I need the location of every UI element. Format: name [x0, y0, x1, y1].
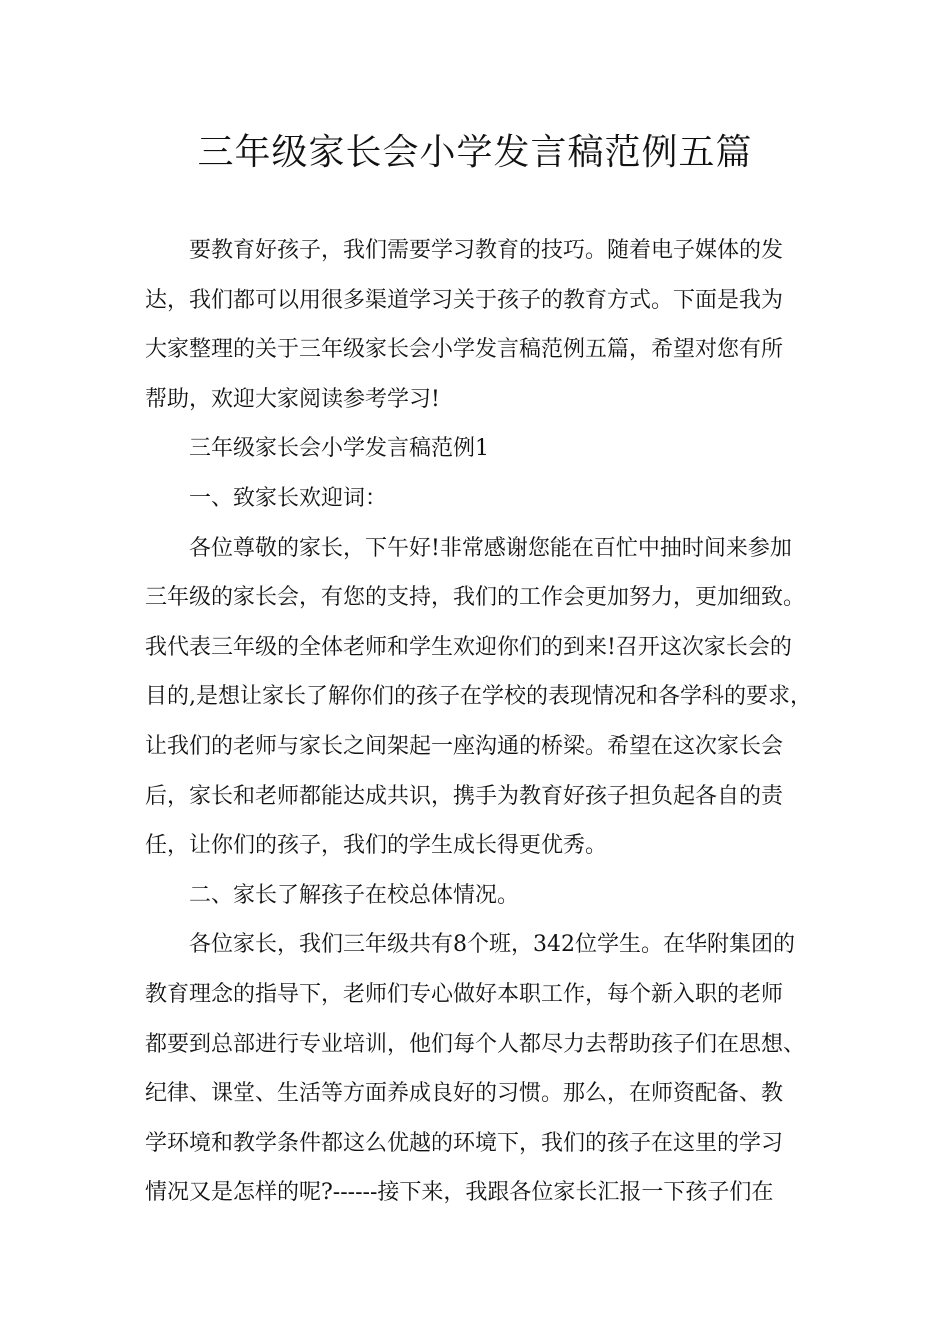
body-line: 二、家长了解孩子在校总体情况。	[189, 882, 520, 908]
body-line: 都要到总部进行专业培训，他们每个人都尽力去帮助孩子们在思想、	[145, 1031, 806, 1057]
body-line: 三年级的家长会，有您的支持，我们的工作会更加努力，更加细致。	[145, 585, 806, 611]
body-line: 我代表三年级的全体老师和学生欢迎你们的到来!召开这次家长会的	[145, 634, 792, 660]
body-line: 大家整理的关于三年级家长会小学发言稿范例五篇，希望对您有所	[145, 337, 784, 363]
body-line: 达，我们都可以用很多渠道学习关于孩子的教育方式。下面是我为	[145, 287, 784, 313]
body-line: 帮助，欢迎大家阅读参考学习!	[145, 386, 440, 412]
body-line: 三年级家长会小学发言稿范例1	[189, 436, 489, 462]
body-line: 后，家长和老师都能达成共识，携手为教育好孩子担负起各自的责	[145, 783, 784, 809]
body-line: 各位家长，我们三年级共有8个班，342位学生。在华附集团的	[189, 932, 795, 958]
body-line: 让我们的老师与家长之间架起一座沟通的桥梁。希望在这次家长会	[145, 733, 784, 759]
body-line: 一、致家长欢迎词：	[189, 485, 388, 511]
body-line: 要教育好孩子，我们需要学习教育的技巧。随着电子媒体的发	[189, 238, 784, 263]
body-line: 教育理念的指导下，老师们专心做好本职工作，每个新入职的老师	[145, 981, 784, 1007]
body-line: 目的,是想让家长了解你们的孩子在学校的表现情况和各学科的要求，	[145, 684, 812, 710]
body-line: 学环境和教学条件都这么优越的环境下，我们的孩子在这里的学习	[145, 1130, 784, 1156]
body-line: 情况又是怎样的呢?------接下来，我跟各位家长汇报一下孩子们在	[145, 1180, 774, 1206]
document-body	[145, 226, 813, 1218]
body-line: 各位尊敬的家长，下午好!非常感谢您能在百忙中抽时间来参加	[189, 535, 792, 561]
document-title: 三年级家长会小学发言稿范例五篇	[197, 132, 753, 173]
body-line: 任，让你们的孩子，我们的学生成长得更优秀。	[145, 833, 608, 859]
body-line: 纪律、课堂、生活等方面养成良好的习惯。那么，在师资配备、教	[145, 1081, 784, 1107]
